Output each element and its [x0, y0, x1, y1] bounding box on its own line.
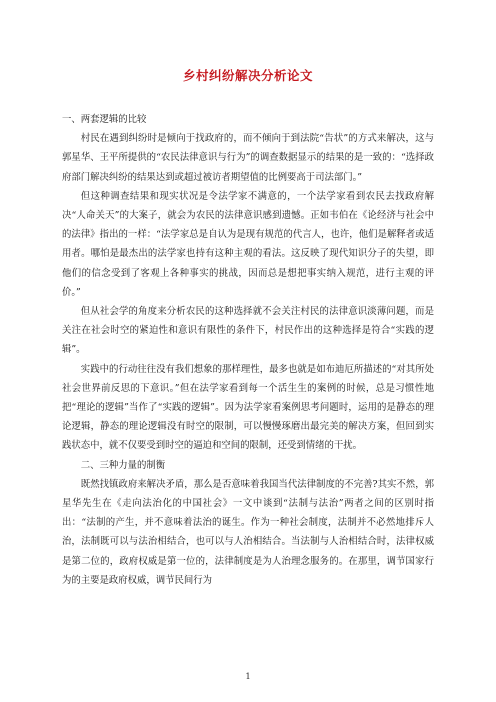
document-title: 乡村纠纷解决分析论文: [182, 68, 313, 83]
body-paragraph: 但这种调查结果和现实状况是令法学家不满意的，一个法学家看到农民去找政府解决“人命关天”的大案子，就会为农民的法律意识感到遗憾。正如韦伯在《论经济与社会中的法律》指出的一样：“法学家总是自认为是现有规范的代言人，也许，他们是解释者或适用者。哪怕是最杰出的法学家也持有这种主观的看法。这反映了现代知识分子的失望，即他们的信念受到了客观上各种事实的挑战，因而总是想把事实纳入规范，进行主观的评价。”: [62, 190, 434, 298]
document-body: [62, 110, 434, 590]
page-number: 1: [245, 672, 251, 681]
body-paragraph: 实践中的行动往往没有我们想象的那样理性，最多也就是如布迪厄所描述的“对其所处社会世界前反思的下意识。”但在法学家看到每一个活生生的案例的时候，总是习惯性地把“理论的逻辑”当作了“实践的逻辑”。因为法学家看案例思考问题时，运用的是静态的理论逻辑，静态的理论逻辑没有时空的限制，可以慢慢琢磨出最完美的解决方案，但回到实践状态中，就不仅要受到时空的逼迫和空间的限制，还受到情绪的干扰。: [62, 363, 434, 452]
body-paragraph: 村民在遇到纠纷时是倾向于找政府的，而不倾向于到法院“告状”的方式来解决，这与郭星华、王平所提供的“农民法律意识与行为”的调查数据显示的结果的是一致的：“选择政府部门解决纠纷的结果达到或超过被访者期望值的比例要高于司法部门。”: [62, 133, 434, 183]
body-paragraph: 既然找镇政府来解决矛盾，那么是否意味着我国当代法律制度的不完善?其实不然，郭星华先生在《走向法治化的中国社会》一文中谈到“法制与法治”两者之间的区别时指出：“法制的产生，并不意味着法治的诞生。作为一种社会制度，法制并不必然地排斥人治，法制既可以与法治相结合，也可以与人治相结合。当法制与人治相结合时，法律权威是第二位的，政府权威是第一位的，法律制度是为人治理念服务的。在那里，调节国家行为的主要是政府权威，调节民间行为: [62, 478, 434, 586]
body-paragraph: 但从社会学的角度来分析农民的这种选择就不会关注村民的法律意识淡薄问题，而是关注在社会时空的紧迫性和意识有限性的条件下，村民作出的这种选择是符合“实践的逻辑”。: [62, 306, 434, 356]
section-heading: 二、三种力量的制衡: [80, 459, 166, 471]
section-heading: 一、两套逻辑的比较: [62, 114, 147, 125]
